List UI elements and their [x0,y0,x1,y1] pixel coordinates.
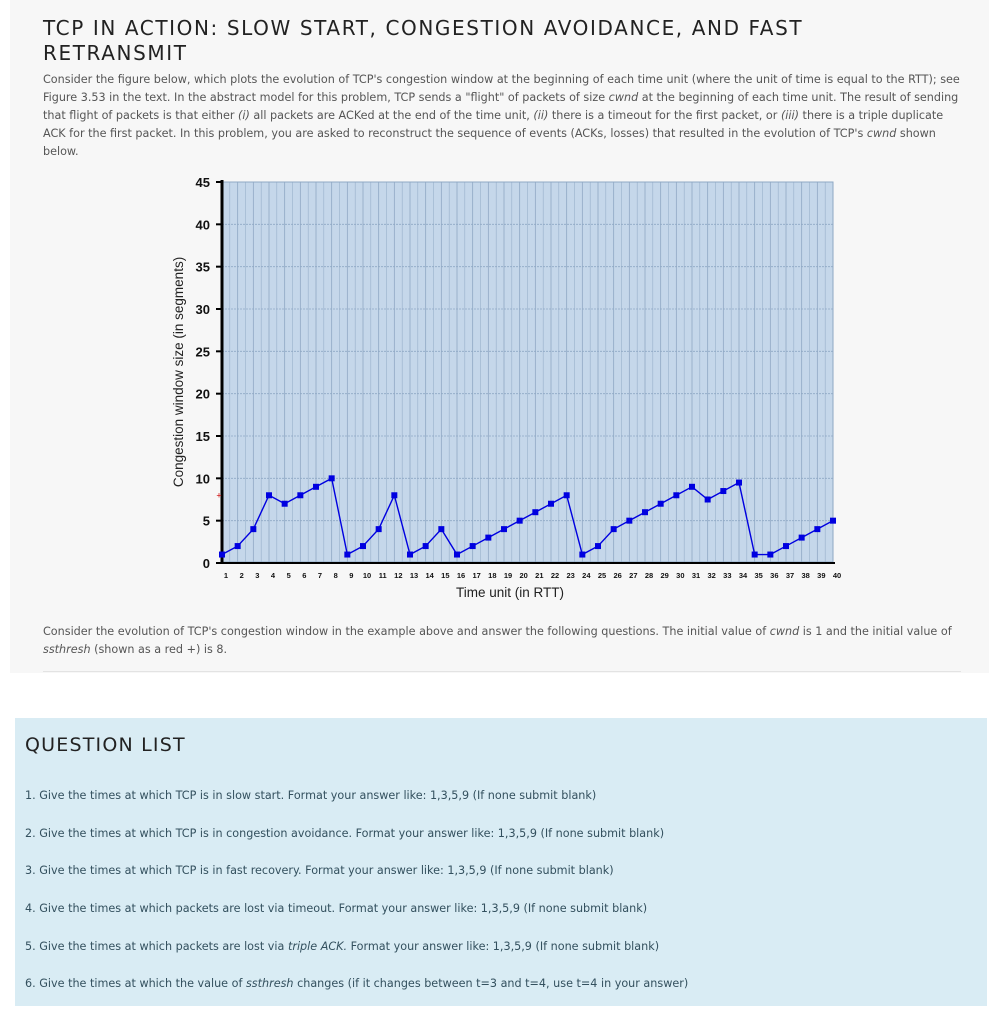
question-list [25,789,975,1015]
ssthresh-marker: + [216,490,222,501]
x-tick-label: 36 [770,571,779,580]
cwnd-point [344,552,350,558]
cwnd-point [501,526,507,532]
x-tick-label: 5 [286,571,291,580]
question-item-5: 5. Give the times at which packets are lost via triple ACK. Format your answer like: 1,3,5,9 (If none submit blank) [25,939,660,953]
x-tick-label: 11 [378,571,387,580]
x-tick-label: 38 [801,571,810,580]
divider [43,671,961,672]
x-tick-label: 20 [519,571,528,580]
x-tick-label: 40 [832,571,842,580]
x-tick-label: 17 [472,571,481,580]
question-item-6: 6. Give the times at which the value of ssthresh changes (if it changes between t=3 and t=4, use t=4 in your answer) [25,977,689,991]
question-item-1: 1. Give the times at which TCP is in slow start. Format your answer like: 1,3,5,9 (If none submit blank) [25,789,597,802]
x-tick-label: 16 [456,571,466,580]
y-tick-label: 40 [195,217,210,233]
cwnd-point [548,501,554,507]
question-item-3: 3. Give the times at which TCP is in fast recovery. Format your answer like: 1,3,5,9 (If none submit blank) [25,864,614,878]
cwnd-point [266,492,272,498]
cwnd-point [360,543,366,549]
cwnd-point [830,518,836,524]
cwnd-point [235,543,241,549]
x-tick-label: 29 [660,571,669,580]
y-tick-label: 20 [195,386,210,402]
cwnd-point [767,552,773,558]
cwnd-point [705,497,711,503]
y-tick-label: 45 [195,175,210,190]
y-tick-label: 5 [202,513,210,529]
cwnd-point [799,535,805,541]
x-tick-label: 6 [302,571,307,580]
cwnd-point [313,484,319,490]
x-tick-label: 15 [441,571,450,580]
x-tick-label: 25 [597,571,607,580]
x-tick-label: 7 [317,571,323,580]
x-tick-label: 30 [676,571,685,580]
x-tick-label: 35 [754,571,763,580]
cwnd-point [611,526,617,532]
question-item-2: 2. Give the times at which TCP is in congestion avoidance. Format your answer like: 1,3,5,9 (If none submit blank) [25,826,665,840]
cwnd-point [423,543,429,549]
cwnd-chart [160,170,850,610]
cwnd-point [783,543,789,549]
x-tick-label: 32 [707,571,716,580]
x-tick-label: 2 [239,571,244,580]
question-list-panel [15,718,987,1006]
cwnd-point [689,484,695,490]
x-tick-label: 33 [723,571,732,580]
x-tick-label: 26 [613,571,622,580]
y-tick-label: 25 [195,344,210,360]
x-axis-label: Time unit (in RTT) [455,585,565,600]
cwnd-point [595,543,601,549]
x-tick-label: 21 [535,571,544,580]
x-tick-label: 28 [644,571,654,580]
x-tick-label: 31 [691,571,701,580]
y-tick-label: 35 [195,259,210,275]
cwnd-point [454,552,460,558]
x-tick-label: 4 [270,571,276,580]
x-tick-label: 24 [582,571,591,580]
cwnd-point [219,552,225,558]
y-tick-label: 10 [195,471,210,487]
x-tick-label: 23 [566,571,575,580]
x-tick-label: 1 [223,571,229,580]
x-tick-label: 12 [394,571,403,580]
cwnd-point [438,526,444,532]
y-axis-label: Congestion window size (in segments) [171,256,186,488]
x-tick-labels [224,571,841,580]
cwnd-point [376,526,382,532]
cwnd-point [282,501,288,507]
cwnd-point [564,492,570,498]
cwnd-point [658,501,664,507]
cwnd-point [532,509,538,515]
x-tick-label: 8 [333,571,338,580]
cwnd-point [814,526,820,532]
cwnd-point [470,543,476,549]
x-tick-label: 13 [409,571,419,580]
x-tick-label: 10 [362,571,372,580]
x-tick-label: 39 [817,571,826,580]
cwnd-point [407,552,413,558]
cwnd-point [485,535,491,541]
x-tick-label: 27 [629,571,638,580]
problem-closing: Consider the evolution of TCP's congestion window in the example above and answer the following questions. The initial value of cwnd is 1 and the initial value of ssthresh (shown as a red +) is 8. [43,625,952,656]
x-tick-label: 18 [488,571,497,580]
x-tick-label: 9 [349,571,354,580]
cwnd-point [250,526,256,532]
cwnd-point [391,492,397,498]
x-tick-label: 3 [255,571,260,580]
cwnd-point [329,475,335,481]
cwnd-point [752,552,758,558]
cwnd-point [720,488,726,494]
question-list-title: QUESTION LIST [25,734,186,756]
x-tick-label: 34 [738,571,748,580]
problem-intro: Consider the figure below, which plots the evolution of TCP's congestion window at the beginning of each time unit (where the unit of time is equal to the RTT); see Figure 3.53 in the text. In the abstract model for this problem, TCP sends a "flight" of packets of size cwnd at the beginning of each time unit. The result of sending that flight of packets is that either (i) all packets are ACKed at the end of the time unit, (ii) there is a timeout for the first packet, or (iii) there is a triple duplicate ACK for the first packet. In this problem, you are asked to reconstruct the sequence of events (ACKs, losses) that resulted in the evolution of TCP's cwnd shown below. [43,73,960,158]
cwnd-point [642,509,648,515]
cwnd-point [673,492,679,498]
y-tick-labels [196,175,222,571]
cwnd-point [736,480,742,486]
y-tick-label: 30 [195,302,210,317]
cwnd-point [297,492,303,498]
x-tick-label: 22 [550,571,560,580]
y-tick-label: 15 [195,429,210,444]
page-title: TCP IN ACTION: SLOW START, CONGESTION AVOIDANCE, AND FAST RETRANSMIT [43,16,804,65]
x-tick-label: 14 [425,571,434,580]
cwnd-point [517,518,523,524]
cwnd-point [626,518,632,524]
cwnd-point [579,552,585,558]
y-tick-label: 0 [202,556,210,571]
x-tick-label: 19 [503,571,513,580]
question-item-4: 4. Give the times at which packets are lost via timeout. Format your answer like: 1,3,5,9 (If none submit blank) [25,902,648,916]
x-tick-label: 37 [785,571,795,580]
